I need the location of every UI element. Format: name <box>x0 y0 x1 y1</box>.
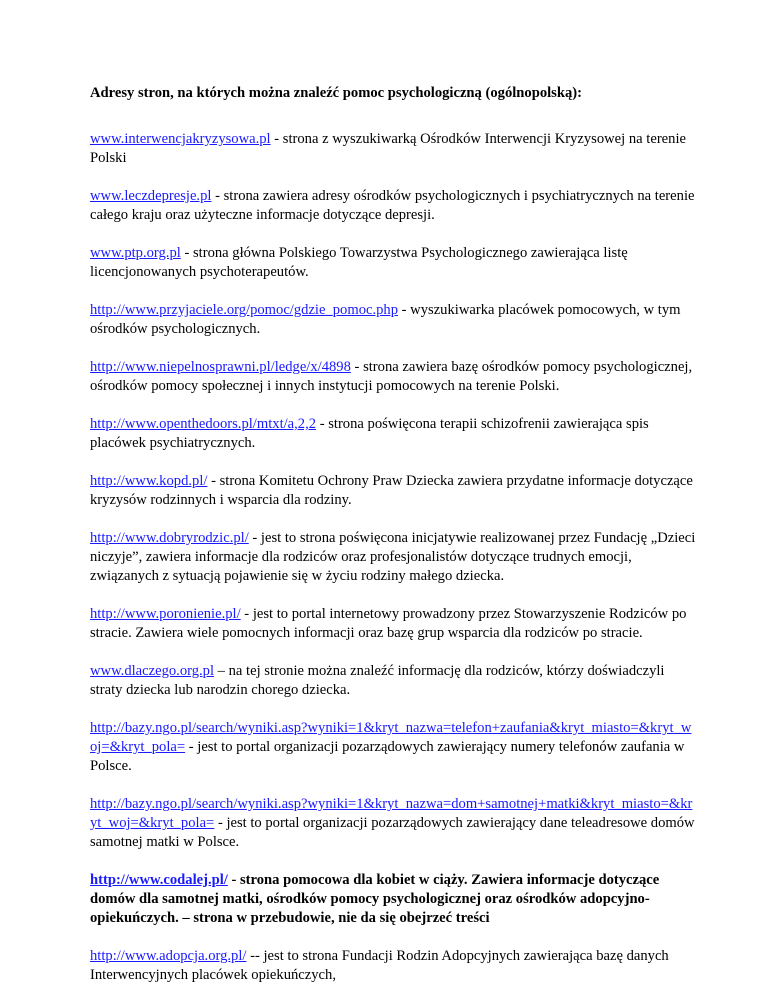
website-link[interactable]: http://www.niepelnosprawni.pl/ledge/x/4898 <box>90 359 351 375</box>
link-description: - strona zawiera bazę ośrodków pomocy psychologicznej, ośrodków pomocy społecznej i innych instytucji pomocowych na terenie Polski. <box>90 359 693 394</box>
list-item <box>90 662 696 700</box>
website-link[interactable]: http://bazy.ngo.pl/search/wyniki.asp?wyniki=1&kryt_nazwa=telefon+zaufania&kryt_miasto=&kryt_woj=&kryt_pola= <box>90 720 692 755</box>
list-item <box>90 605 696 643</box>
link-description: - jest to strona poświęcona inicjatywie realizowanej przez Fundację „Dzieci niczyje”, zawiera informacje dla rodziców oraz profesjonalistów dotyczące trudnych emocji, związanych z sytuacją pojawienie się w życiu rodziny małego dziecka. <box>90 530 696 584</box>
link-description: - strona zawiera adresy ośrodków psychologicznych i psychiatrycznych na terenie całego kraju oraz użyteczne informacje dotyczące depresji. <box>90 188 695 223</box>
page-title: Adresy stron, na których można znaleźć pomoc psychologiczną (ogólnopolską): <box>90 85 582 101</box>
list-item <box>90 187 696 225</box>
link-description: -- jest to strona Fundacji Rodzin Adopcyjnych zawierająca bazę danych Interwencyjnych placówek opiekuńczych, <box>90 948 669 983</box>
link-description: - wyszukiwarka placówek pomocowych, w tym ośrodków psychologicznych. <box>90 302 681 337</box>
website-link[interactable]: www.ptp.org.pl <box>90 245 181 261</box>
website-link[interactable]: http://bazy.ngo.pl/search/wyniki.asp?wyniki=1&kryt_nazwa=dom+samotnej+matki&kryt_miasto=&kryt_woj=&kryt_pola= <box>90 796 693 831</box>
list-item <box>90 472 696 510</box>
list-item <box>90 358 696 396</box>
link-description: - jest to portal organizacji pozarządowych zawierający numery telefonów zaufania w Polsce. <box>90 739 685 774</box>
link-description: - strona pomocowa dla kobiet w ciąży. Zawiera informacje dotyczące domów dla samotnej matki, ośrodków pomocy psychologicznej oraz ośrodków adopcyjno-opiekuńczych. – strona w przebudowie, nie da się obejrzeć treści <box>90 872 660 926</box>
list-item <box>90 529 696 586</box>
list-item <box>90 871 696 928</box>
link-description: - strona z wyszukiwarką Ośrodków Interwencji Kryzysowej na terenie Polski <box>90 131 686 166</box>
list-item <box>90 244 696 282</box>
list-item <box>90 130 696 168</box>
website-link[interactable]: http://www.openthedoors.pl/mtxt/a,2,2 <box>90 416 317 432</box>
list-item <box>90 415 696 453</box>
link-description: - strona główna Polskiego Towarzystwa Psychologicznego zawierająca listę licencjonowanych psychoterapeutów. <box>90 245 628 280</box>
website-link[interactable]: http://www.adopcja.org.pl/ <box>90 948 247 964</box>
list-item <box>90 947 696 985</box>
link-list <box>90 130 696 985</box>
list-item <box>90 795 696 852</box>
website-link[interactable]: http://www.przyjaciele.org/pomoc/gdzie_pomoc.php <box>90 302 399 318</box>
website-link[interactable]: http://www.poronienie.pl/ <box>90 606 241 622</box>
website-link[interactable]: http://www.dobryrodzic.pl/ <box>90 530 249 546</box>
website-link[interactable]: www.interwencjakryzysowa.pl <box>90 131 271 147</box>
website-link[interactable]: http://www.kopd.pl/ <box>90 473 208 489</box>
website-link[interactable]: www.leczdepresje.pl <box>90 188 212 204</box>
website-link[interactable]: www.dlaczego.org.pl <box>90 663 215 679</box>
link-description: - strona Komitetu Ochrony Praw Dziecka zawiera przydatne informacje dotyczące kryzysów rodzinnych i wsparcia dla rodziny. <box>90 473 693 508</box>
link-description: – na tej stronie można znaleźć informację dla rodziców, którzy doświadczyli straty dziecka lub narodzin chorego dziecka. <box>90 663 665 698</box>
link-description: - jest to portal internetowy prowadzony przez Stowarzyszenie Rodziców po stracie. Zawiera wiele pomocnych informacji oraz bazę grup wsparcia dla rodziców po stracie. <box>90 606 687 641</box>
list-item <box>90 719 696 776</box>
link-description: - jest to portal organizacji pozarządowych zawierający dane teleadresowe domów samotnej matki w Polsce. <box>90 815 695 850</box>
list-item <box>90 301 696 339</box>
link-description: - strona poświęcona terapii schizofrenii zawierająca spis placówek psychiatrycznych. <box>90 416 649 451</box>
website-link[interactable]: http://www.codalej.pl/ <box>90 872 228 888</box>
